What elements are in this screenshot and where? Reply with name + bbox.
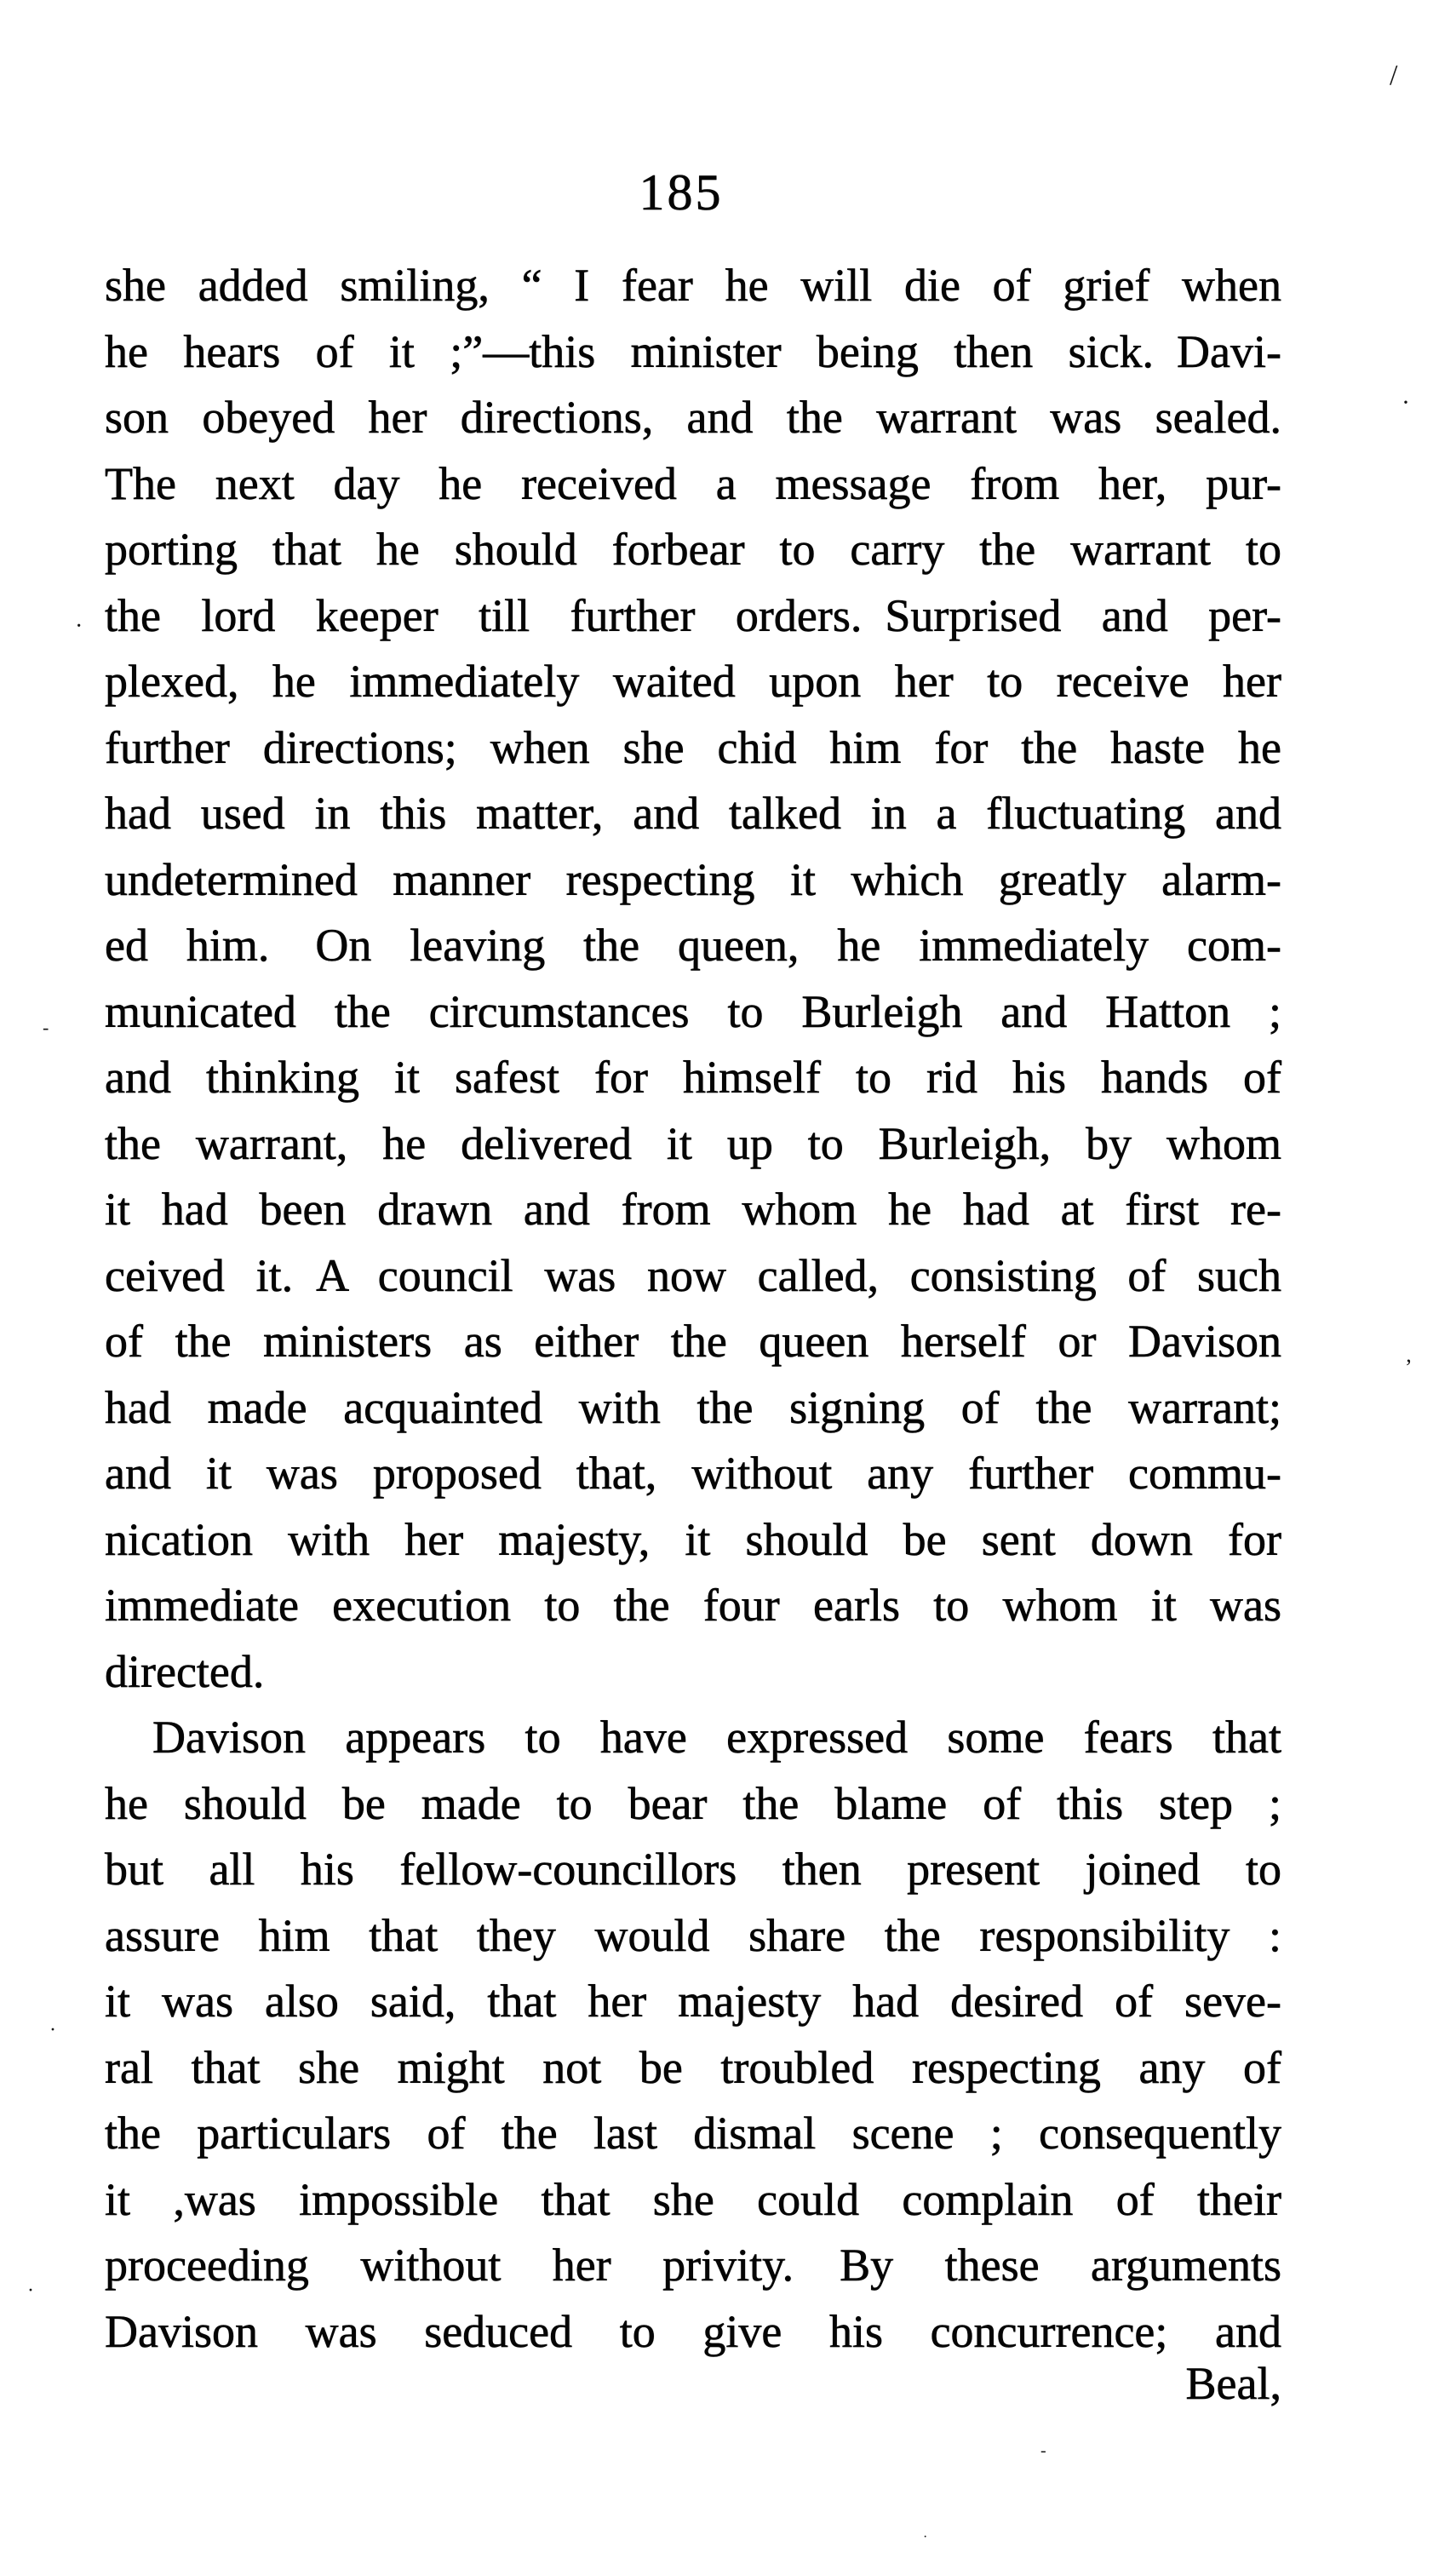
text-line: it ,was impossible that she could complain of their (105, 2173, 1281, 2225)
text-line: assure him that they would share the responsibility : (105, 1909, 1281, 1961)
text-line: Davison was seduced to give his concurrence; and (105, 2305, 1281, 2357)
text-line: son obeyed her directions, and the warrant was sealed. (105, 392, 1281, 443)
text-line: the particulars of the last dismal scene ; consequently (105, 2108, 1281, 2159)
text-line: proceeding without her privity. By these arguments (105, 2240, 1281, 2291)
ink-speck: · (1402, 388, 1410, 416)
text-line: the lord keeper till further orders. Surprised and per- (105, 589, 1281, 641)
text-line: and it was proposed that, without any further commu- (105, 1448, 1281, 1499)
page-text (105, 253, 1281, 2365)
text-line: had made acquainted with the signing of the warrant; (105, 1381, 1281, 1433)
text-line: undetermined manner respecting it which greatly alarm- (105, 853, 1281, 905)
text-line: it was also said, that her majesty had desired of seve- (105, 1976, 1281, 2027)
ink-speck: - (43, 1017, 49, 1038)
text-line: of the ministers as either the queen herself or Davison (105, 1316, 1281, 1367)
text-line: but all his fellow-councillors then present joined to (105, 1844, 1281, 1895)
text-line: he should be made to bear the blame of this step ; (105, 1777, 1281, 1829)
page-number: 185 (639, 164, 724, 221)
text-line: plexed, he immediately waited upon her to receive her (105, 656, 1281, 707)
text-line: he hears of it ;”—this minister being then sick. Davi- (105, 325, 1281, 377)
text-line: ceived it. A council was now called, consisting of such (105, 1249, 1281, 1301)
ink-speck: - (1040, 2441, 1046, 2460)
text-line: The next day he received a message from her, pur- (105, 457, 1281, 509)
text-line: further directions; when she chid him for the haste he (105, 721, 1281, 773)
ink-speck: ‚ (1405, 1342, 1413, 1367)
text-line: the warrant, he delivered it up to Burleigh, by whom (105, 1117, 1281, 1169)
text-line: had used in this matter, and talked in a fluctuating and (105, 788, 1281, 839)
ink-speck: · (49, 2019, 56, 2041)
text-line: immediate execution to the four earls to whom it was (105, 1580, 1281, 1631)
text-line: it had been drawn and from whom he had at first re- (105, 1184, 1281, 1235)
text-line: she added smiling, “ I fear he will die of grief when (105, 260, 1281, 311)
text-line: municated the circumstances to Burleigh and Hatton ; (105, 985, 1281, 1037)
text-line: nication with her majesty, it should be sent down for (105, 1513, 1281, 1565)
text-line: Davison appears to have expressed some fears that (152, 1712, 1281, 1763)
text-line: directed. (105, 1645, 265, 1697)
corner-tick-mark: / (1390, 60, 1398, 91)
text-line: ed him. On leaving the queen, he immediately com- (105, 920, 1281, 971)
ink-speck: · (27, 2280, 34, 2302)
text-line: ral that she might not be troubled respecting any of (105, 2041, 1281, 2093)
text-line: porting that he should forbear to carry the warrant to (105, 524, 1281, 575)
text-line: and thinking it safest for himself to rid his hands of (105, 1052, 1281, 1103)
ink-speck: · (75, 613, 83, 640)
catchword: Beal, (1185, 2358, 1281, 2409)
ink-speck: · (923, 2530, 928, 2544)
